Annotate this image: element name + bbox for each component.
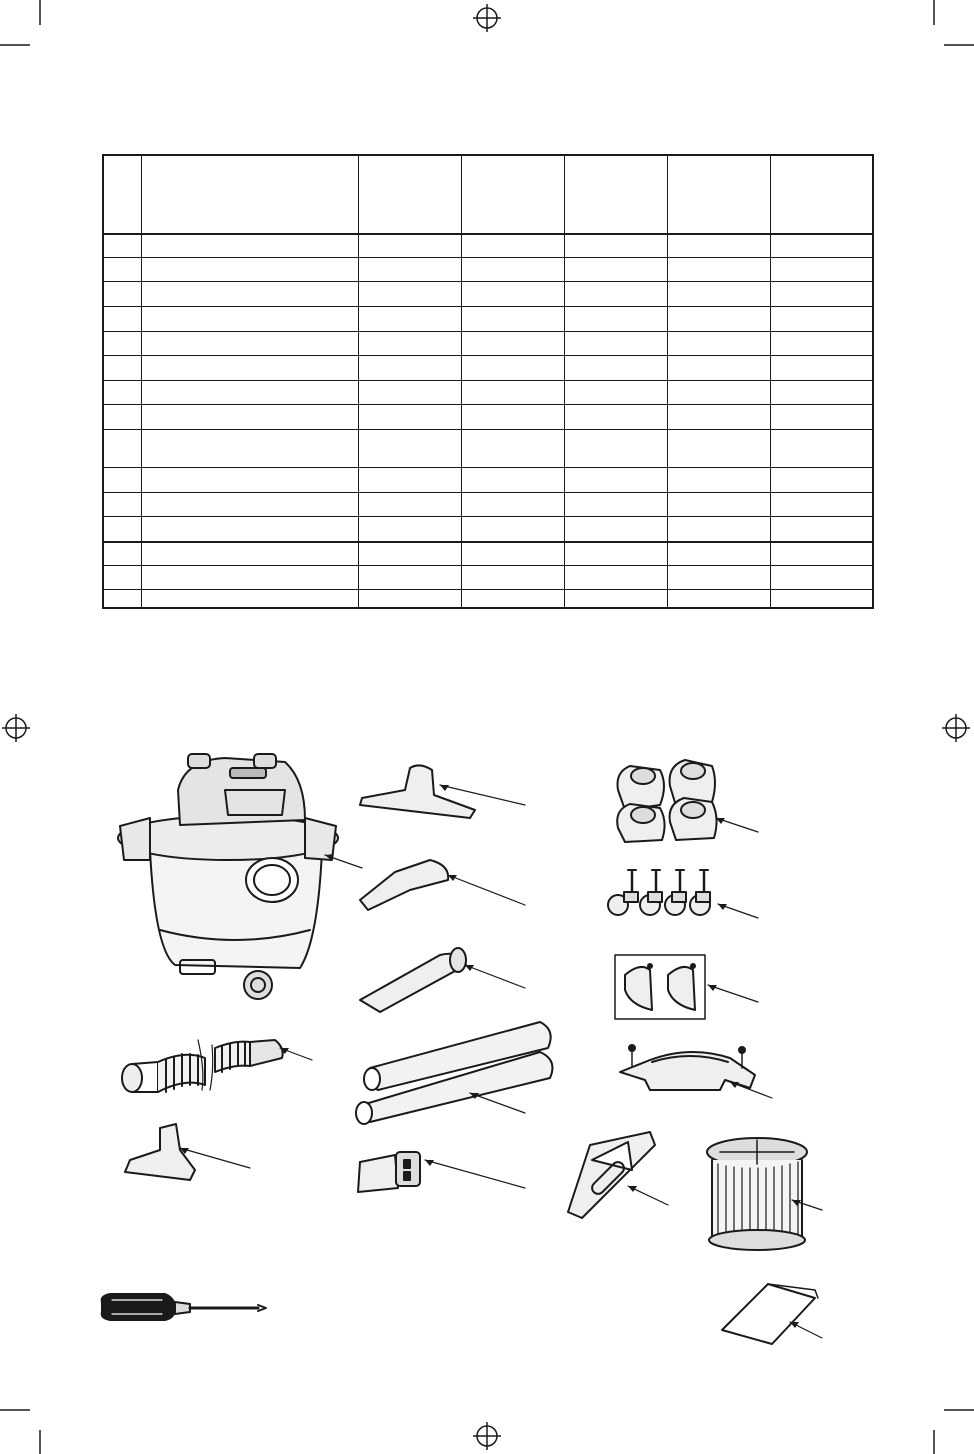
screwdriver-illustration: [102, 1294, 266, 1320]
casters-illustration: [608, 870, 758, 918]
vacuum-illustration: [118, 754, 362, 999]
crevice-tool-illustration: [360, 860, 525, 910]
wide-nozzle-illustration: [360, 765, 525, 818]
extension-tube-small-illustration: [360, 948, 525, 1012]
manual-illustration: [722, 1284, 822, 1344]
accessory-holder-illustration: [568, 1132, 668, 1218]
utility-nozzle-illustration: [125, 1124, 250, 1180]
extension-wands-illustration: [356, 1022, 552, 1124]
cartridge-filter-illustration: [707, 1138, 822, 1250]
hose-illustration: [122, 1040, 312, 1092]
caster-feet-illustration: [617, 760, 758, 842]
adapter-illustration: [358, 1152, 525, 1192]
hose-clips-illustration: [615, 955, 758, 1019]
handle-illustration: [620, 1045, 772, 1098]
